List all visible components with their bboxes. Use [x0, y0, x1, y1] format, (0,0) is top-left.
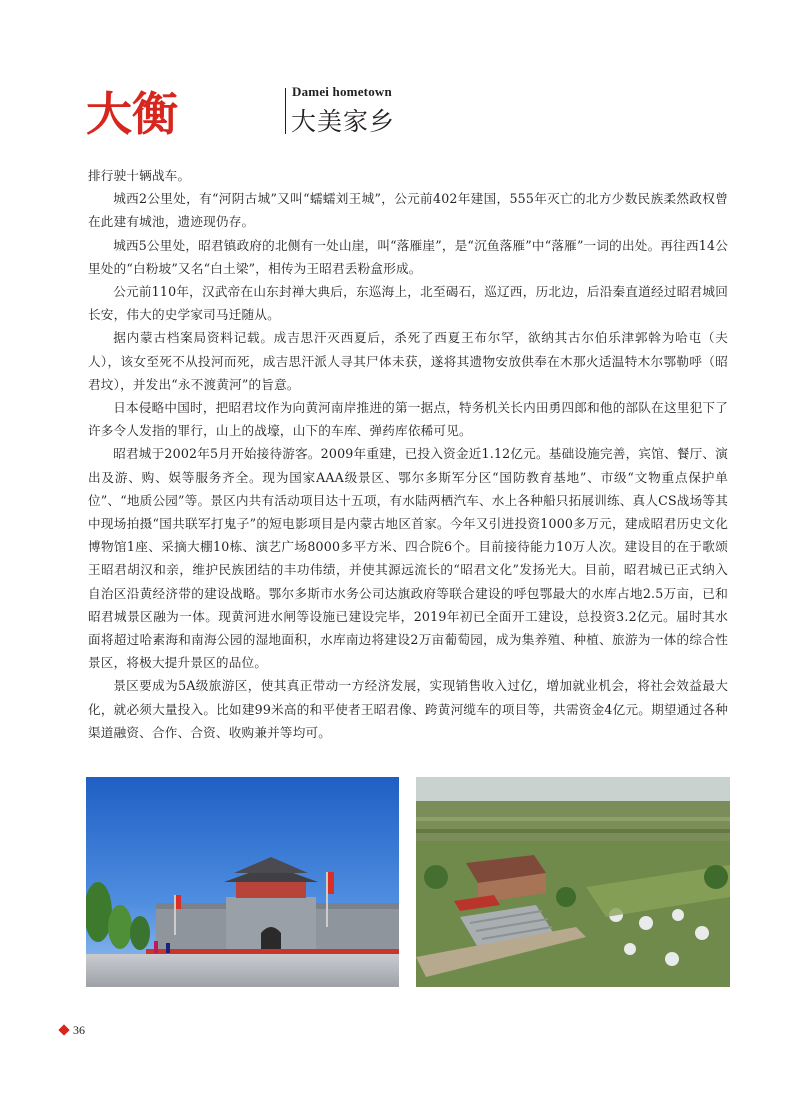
paragraph: 城西5公里处，昭君镇政府的北侧有一处山崖，叫“落雁崖”，是“沉鱼落雁”中“落雁”一词的出处。再往西14公里处的“白粉坡”又名“白土梁”，相传为王昭君丢粉盒形成。 — [88, 237, 728, 276]
paragraph: 城西2公里处，有“河阴古城”又叫“蠕蠕刘王城”，公元前402年建国，555年灭亡的北方少数民族柔然政权曾在此建有城池，遗迹现仍存。 — [88, 191, 728, 230]
paragraph: 昭君城于2002年5月开始接待游客。2009年重建，已投入资金近1.12亿元。基础设施完善，宾馆、餐厅、演出及游、购、娱等服务齐全。现为国家AAA级景区、鄂尔多斯军分区“国防教育基地”、市级“文物重点保护单位”、“地质公园”等。景区内共有活动项目达十五项，有水陆两栖汽车、水上各种船只拓展训练、真人CS战场等其中现场拍摄“国共联军打鬼子”的短电影项目是内蒙古地区首家。今年又引进投资1000多万元，建成昭君历史文化博物馆1座、采摘大棚10栋、演艺广场8000多平方米、四合院6个。目前接待能力10万人次。建设目的在于歌颂王昭君胡汉和亲，维护民族团结的丰功伟绩，并使其源远流长的“昭君文化”发扬光大。目前，昭君城已正式纳入自治区沿黄经济带的建设战略。鄂尔多斯市水务公司达旗政府等联合建设的呼包鄂最大的水库占地2.5万亩，已和昭君城景区融为一体。现黄河进水闸等设施已建设完毕，2019年初已全面开工建设，总投资3.2亿元。届时其水面将超过哈素海和南海公园的湿地面积，水库南边将建设2万亩葡萄园，成为集养殖、种植、旅游为一体的综合性景区，将极大提升景区的品位。 — [88, 446, 728, 671]
diamond-bullet-icon — [58, 1024, 69, 1035]
article-body — [88, 164, 728, 744]
page-number: 36 — [73, 1023, 85, 1037]
paragraph: 公元前110年，汉武帝在山东封禅大典后，东巡海上，北至碣石，巡辽西，历北边，后沿秦直道经过昭君城回长安，伟大的史学家司马迁随从。 — [88, 284, 728, 323]
photo-city-gate — [86, 777, 399, 987]
svg-text:大衡: 大衡 — [86, 87, 178, 138]
header-english-title: Damei hometown — [292, 84, 392, 99]
header-divider — [285, 88, 286, 134]
photo-aerial-view — [416, 777, 730, 987]
page-header — [86, 82, 406, 142]
paragraph: 据内蒙古档案局资料记载。成吉思汗灭西夏后，杀死了西夏王布尔罕，欲纳其古尔伯乐津郭斡为哈屯（夫人），该女至死不从投河而死，成吉思汗派人寻其尸体未获，遂将其遗物安放供奉在木那火适温特木尔鄂勒呼（昭君坟），并发出“永不渡黄河”的旨意。 — [88, 330, 728, 392]
paragraph: 排行驶十辆战车。 — [88, 168, 191, 183]
calligraphy-logo — [86, 86, 186, 138]
paragraph: 景区要成为5A级旅游区，使其真正带动一方经济发展，实现销售收入过亿，增加就业机会，将社会效益最大化，就必须大量投入。比如建99米高的和平使者王昭君像、跨黄河缆车的项目等，共需资金4亿元。期望通过各种渠道融资、合作、合资、收购兼并等均可。 — [88, 678, 728, 740]
header-chinese-title: 大美家乡 — [291, 107, 396, 136]
paragraph: 日本侵略中国时，把昭君坟作为向黄河南岸推进的第一据点，特务机关长内田勇四郎和他的部队在这里犯下了许多令人发指的罪行，山上的战壕，山下的车库、弹药库依稀可见。 — [88, 400, 728, 439]
